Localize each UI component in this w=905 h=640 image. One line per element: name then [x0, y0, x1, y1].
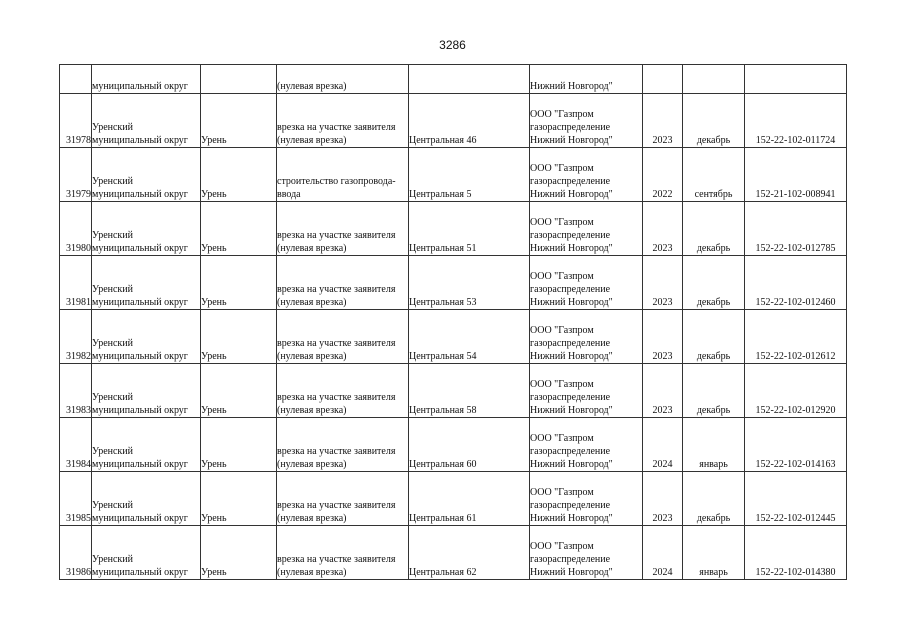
cell-year: 2024	[643, 526, 683, 580]
cell-work-type: врезка на участке заявителя (нулевая врезка)	[277, 418, 409, 472]
cell-month: январь	[683, 418, 745, 472]
cell-district: Уренский муниципальный округ	[92, 202, 201, 256]
cell-number: 31986	[60, 526, 92, 580]
cell-address: Центральная 54	[409, 310, 530, 364]
cell-code: 152-22-102-014163	[745, 418, 847, 472]
cell-organization: ООО "Газпром газораспределение Нижний Новгород"	[530, 472, 643, 526]
cell-address: Центральная 58	[409, 364, 530, 418]
cell-year: 2023	[643, 310, 683, 364]
table-body	[60, 65, 847, 580]
cell-organization: ООО "Газпром газораспределение Нижний Новгород"	[530, 418, 643, 472]
cell-work-type: врезка на участке заявителя (нулевая врезка)	[277, 526, 409, 580]
cell-organization: ООО "Газпром газораспределение Нижний Новгород"	[530, 256, 643, 310]
cell-number: 31985	[60, 472, 92, 526]
cell-year	[643, 65, 683, 94]
cell-number: 31982	[60, 310, 92, 364]
cell-settlement: Урень	[201, 526, 277, 580]
cell-month: декабрь	[683, 94, 745, 148]
cell-work-type: врезка на участке заявителя (нулевая врезка)	[277, 202, 409, 256]
cell-year: 2023	[643, 94, 683, 148]
cell-settlement: Урень	[201, 148, 277, 202]
cell-year: 2023	[643, 202, 683, 256]
table-row	[60, 472, 847, 526]
cell-settlement: Урень	[201, 94, 277, 148]
cell-work-type: строительство газопровода- ввода	[277, 148, 409, 202]
cell-year: 2023	[643, 364, 683, 418]
cell-organization: ООО "Газпром газораспределение Нижний Новгород"	[530, 310, 643, 364]
cell-settlement: Урень	[201, 256, 277, 310]
cell-address: Центральная 60	[409, 418, 530, 472]
cell-work-type: врезка на участке заявителя (нулевая врезка)	[277, 310, 409, 364]
registry-table	[59, 64, 847, 580]
cell-address: Центральная 5	[409, 148, 530, 202]
cell-month: декабрь	[683, 256, 745, 310]
cell-year: 2022	[643, 148, 683, 202]
cell-district: Уренский муниципальный округ	[92, 418, 201, 472]
cell-code: 152-22-102-012612	[745, 310, 847, 364]
cell-district: Уренский муниципальный округ	[92, 256, 201, 310]
table-row	[60, 418, 847, 472]
table-row	[60, 202, 847, 256]
cell-organization: ООО "Газпром газораспределение Нижний Новгород"	[530, 148, 643, 202]
table-row	[60, 256, 847, 310]
cell-organization: ООО "Газпром газораспределение Нижний Новгород"	[530, 202, 643, 256]
cell-month: сентябрь	[683, 148, 745, 202]
cell-district: Уренский муниципальный округ	[92, 310, 201, 364]
cell-month: январь	[683, 526, 745, 580]
table-row	[60, 364, 847, 418]
cell-code: 152-21-102-008941	[745, 148, 847, 202]
cell-number	[60, 65, 92, 94]
cell-address: Центральная 46	[409, 94, 530, 148]
cell-address	[409, 65, 530, 94]
cell-district: Уренский муниципальный округ	[92, 94, 201, 148]
cell-number: 31984	[60, 418, 92, 472]
cell-settlement: Урень	[201, 310, 277, 364]
cell-settlement: Урень	[201, 418, 277, 472]
cell-address: Центральная 51	[409, 202, 530, 256]
cell-year: 2024	[643, 418, 683, 472]
cell-code: 152-22-102-011724	[745, 94, 847, 148]
cell-settlement: Урень	[201, 202, 277, 256]
cell-work-type: врезка на участке заявителя (нулевая врезка)	[277, 94, 409, 148]
cell-organization: ООО "Газпром газораспределение Нижний Новгород"	[530, 94, 643, 148]
cell-district: Уренский муниципальный округ	[92, 526, 201, 580]
cell-month: декабрь	[683, 364, 745, 418]
cell-number: 31978	[60, 94, 92, 148]
cell-organization: ООО "Газпром газораспределение Нижний Новгород"	[530, 526, 643, 580]
table-row	[60, 94, 847, 148]
cell-number: 31983	[60, 364, 92, 418]
cell-work-type: (нулевая врезка)	[277, 65, 409, 94]
cell-month: декабрь	[683, 202, 745, 256]
cell-settlement: Урень	[201, 364, 277, 418]
cell-address: Центральная 61	[409, 472, 530, 526]
cell-number: 31981	[60, 256, 92, 310]
cell-code	[745, 65, 847, 94]
cell-work-type: врезка на участке заявителя (нулевая врезка)	[277, 364, 409, 418]
cell-address: Центральная 62	[409, 526, 530, 580]
cell-work-type: врезка на участке заявителя (нулевая врезка)	[277, 256, 409, 310]
cell-code: 152-22-102-012920	[745, 364, 847, 418]
cell-number: 31980	[60, 202, 92, 256]
cell-district: Уренский муниципальный округ	[92, 364, 201, 418]
table-row	[60, 526, 847, 580]
cell-code: 152-22-102-012445	[745, 472, 847, 526]
page-number: 3286	[439, 38, 466, 52]
cell-number: 31979	[60, 148, 92, 202]
cell-code: 152-22-102-012785	[745, 202, 847, 256]
cell-district: Уренский муниципальный округ	[92, 148, 201, 202]
cell-month	[683, 65, 745, 94]
cell-settlement: Урень	[201, 472, 277, 526]
cell-month: декабрь	[683, 310, 745, 364]
cell-district: муниципальный округ	[92, 65, 201, 94]
cell-year: 2023	[643, 472, 683, 526]
cell-year: 2023	[643, 256, 683, 310]
cell-month: декабрь	[683, 472, 745, 526]
cell-code: 152-22-102-012460	[745, 256, 847, 310]
cell-organization: Нижний Новгород"	[530, 65, 643, 94]
table-row	[60, 148, 847, 202]
cell-organization: ООО "Газпром газораспределение Нижний Новгород"	[530, 364, 643, 418]
cell-work-type: врезка на участке заявителя (нулевая врезка)	[277, 472, 409, 526]
table-row	[60, 310, 847, 364]
cell-district: Уренский муниципальный округ	[92, 472, 201, 526]
cell-code: 152-22-102-014380	[745, 526, 847, 580]
cell-address: Центральная 53	[409, 256, 530, 310]
table-row-continued	[60, 65, 847, 94]
cell-settlement	[201, 65, 277, 94]
